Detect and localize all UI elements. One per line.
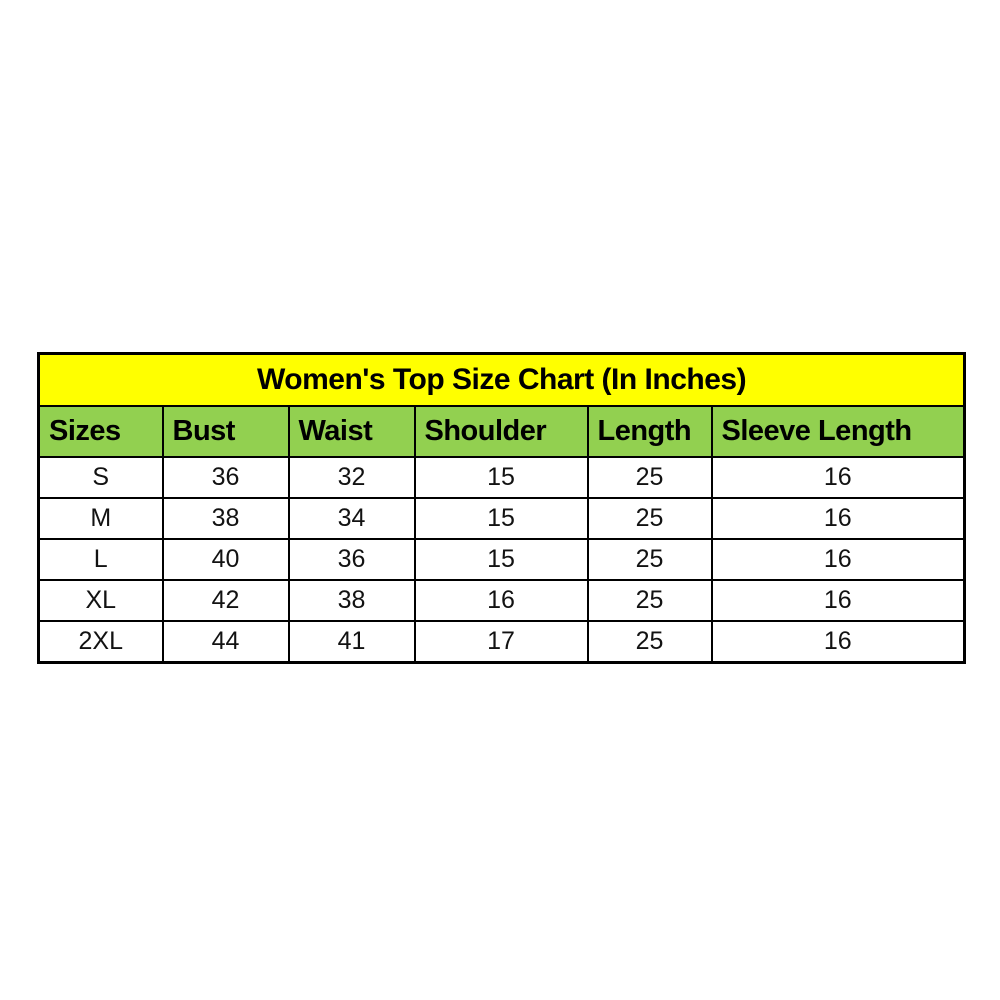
row-s [39, 457, 965, 498]
row-l [39, 539, 965, 580]
waist-value-cell: 36 [289, 539, 415, 580]
shoulder-value-cell: 16 [415, 580, 588, 621]
size-chart-table [37, 352, 966, 664]
shoulder-value-cell: 17 [415, 621, 588, 663]
shoulder-value-cell: 15 [415, 457, 588, 498]
length-value-cell: 25 [588, 539, 712, 580]
column-header-bust: Bust [163, 406, 289, 457]
size-label-cell: L [39, 539, 163, 580]
bust-value-cell: 38 [163, 498, 289, 539]
bust-value-cell: 42 [163, 580, 289, 621]
shoulder-value-cell: 15 [415, 498, 588, 539]
length-value-cell: 25 [588, 580, 712, 621]
waist-value-cell: 38 [289, 580, 415, 621]
sleeve-length-value-cell: 16 [712, 621, 965, 663]
sleeve-length-value-cell: 16 [712, 457, 965, 498]
row-xl [39, 580, 965, 621]
waist-value-cell: 32 [289, 457, 415, 498]
column-header-sizes: Sizes [39, 406, 163, 457]
waist-value-cell: 34 [289, 498, 415, 539]
sleeve-length-value-cell: 16 [712, 498, 965, 539]
size-label-cell: S [39, 457, 163, 498]
bust-value-cell: 40 [163, 539, 289, 580]
row-m [39, 498, 965, 539]
title-row [39, 354, 965, 407]
row-2xl [39, 621, 965, 663]
sleeve-length-value-cell: 16 [712, 539, 965, 580]
column-header-waist: Waist [289, 406, 415, 457]
size-label-cell: M [39, 498, 163, 539]
column-header-sleeve-length: Sleeve Length [712, 406, 965, 457]
column-header-length: Length [588, 406, 712, 457]
column-header-shoulder: Shoulder [415, 406, 588, 457]
header-row [39, 406, 965, 457]
length-value-cell: 25 [588, 498, 712, 539]
sleeve-length-value-cell: 16 [712, 580, 965, 621]
table-title: Women's Top Size Chart (In Inches) [39, 354, 965, 407]
waist-value-cell: 41 [289, 621, 415, 663]
bust-value-cell: 36 [163, 457, 289, 498]
bust-value-cell: 44 [163, 621, 289, 663]
length-value-cell: 25 [588, 457, 712, 498]
length-value-cell: 25 [588, 621, 712, 663]
shoulder-value-cell: 15 [415, 539, 588, 580]
size-label-cell: XL [39, 580, 163, 621]
size-label-cell: 2XL [39, 621, 163, 663]
